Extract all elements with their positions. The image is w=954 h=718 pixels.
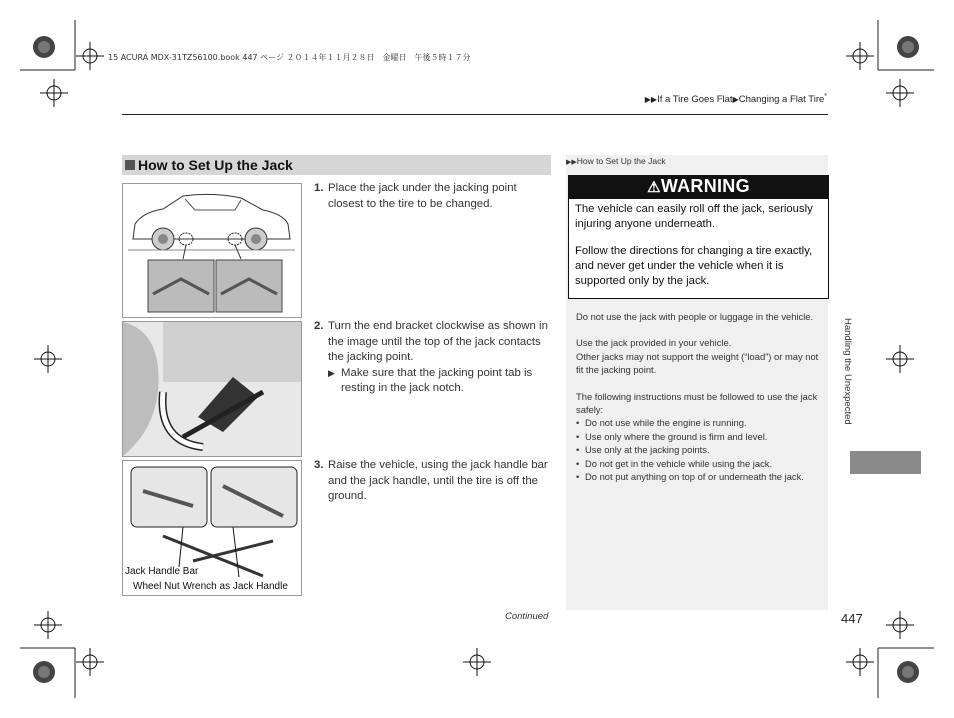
breadcrumb-item: If a Tire Goes Flat xyxy=(657,94,733,106)
jack-handle-illustration xyxy=(122,460,302,596)
step-number: 3. xyxy=(314,459,324,471)
header-rule xyxy=(122,114,828,115)
list-item: • Use only at the jacking points. xyxy=(576,443,821,456)
notes xyxy=(576,310,821,483)
step-number: 2. xyxy=(314,320,324,332)
warning-header xyxy=(568,175,829,199)
step-number: 1. xyxy=(314,182,324,194)
side-tab-label: Handling the Unexpected xyxy=(842,318,853,425)
list-item: • Do not get in the vehicle while using the jack. xyxy=(576,457,821,470)
arrow-icon: ▶ xyxy=(732,95,739,105)
substep-text: Make sure that the jacking point tab is resting in the jack notch. xyxy=(341,366,533,394)
section-heading xyxy=(122,155,551,175)
list-item: • Use only where the ground is firm and level. xyxy=(576,430,821,443)
wheel-nut-wrench-label: Wheel Nut Wrench as Jack Handle xyxy=(133,581,288,592)
step-text: Raise the vehicle, using the jack handle bar and the jack handle, until the tire is off the ground. xyxy=(328,459,548,502)
warning-triangle-icon: ⚠ xyxy=(647,179,661,196)
note: The following instructions must be followed to use the jack safely: xyxy=(576,390,818,416)
page-number: 447 xyxy=(841,611,863,626)
sidebar-title: ▶▶How to Set Up the Jack xyxy=(566,156,666,166)
continued-label: Continued xyxy=(505,611,549,622)
jack-placement-illustration xyxy=(122,321,302,457)
step-text: Place the jack under the jacking point closest to the tire to be changed. xyxy=(328,182,517,210)
double-arrow-icon: ▶▶ xyxy=(644,95,658,105)
step-text: Turn the end bracket clockwise as shown in the image until the top of the jack contacts the jacking point. xyxy=(328,320,548,363)
breadcrumb-item: Changing a Flat Tire xyxy=(738,94,825,106)
car-jacking-points-illustration xyxy=(122,183,302,318)
step-2 xyxy=(314,319,553,397)
note: Other jacks may not support the weight (“load”) or may not fit the jacking point. xyxy=(576,350,819,376)
list-item: • Do not put anything on top of or underneath the jack. xyxy=(576,470,821,483)
warning-title: WARNING xyxy=(660,176,750,196)
arrow-icon: ▶▶ xyxy=(566,159,577,166)
breadcrumb xyxy=(645,93,827,105)
side-tab xyxy=(850,451,921,474)
note: Use the jack provided in your vehicle. xyxy=(576,337,732,349)
note: Do not use the jack with people or luggage in the vehicle. xyxy=(576,311,814,322)
warning-paragraph: The vehicle can easily roll off the jack, seriously injuring anyone underneath. xyxy=(575,203,813,230)
section-title: How to Set Up the Jack xyxy=(138,157,293,173)
step-3 xyxy=(314,458,553,505)
square-icon xyxy=(125,160,135,170)
step-substep xyxy=(328,366,553,397)
list-item: • Do not use while the engine is running. xyxy=(576,416,821,429)
print-header: 15 ACURA MDX-31TZ56100.book 447 ページ ２０１４年１１月２８日 金曜日 午後５時１７分 xyxy=(108,53,471,62)
bullet-list xyxy=(576,416,821,483)
asterisk: * xyxy=(824,93,827,100)
jack-handle-bar-label: Jack Handle Bar xyxy=(125,566,199,577)
warning-paragraph: Follow the directions for changing a tire exactly, and never get under the vehicle when it is supported only by the jack. xyxy=(575,245,813,287)
arrow-icon: ▶ xyxy=(328,367,335,378)
step-1 xyxy=(314,181,550,212)
